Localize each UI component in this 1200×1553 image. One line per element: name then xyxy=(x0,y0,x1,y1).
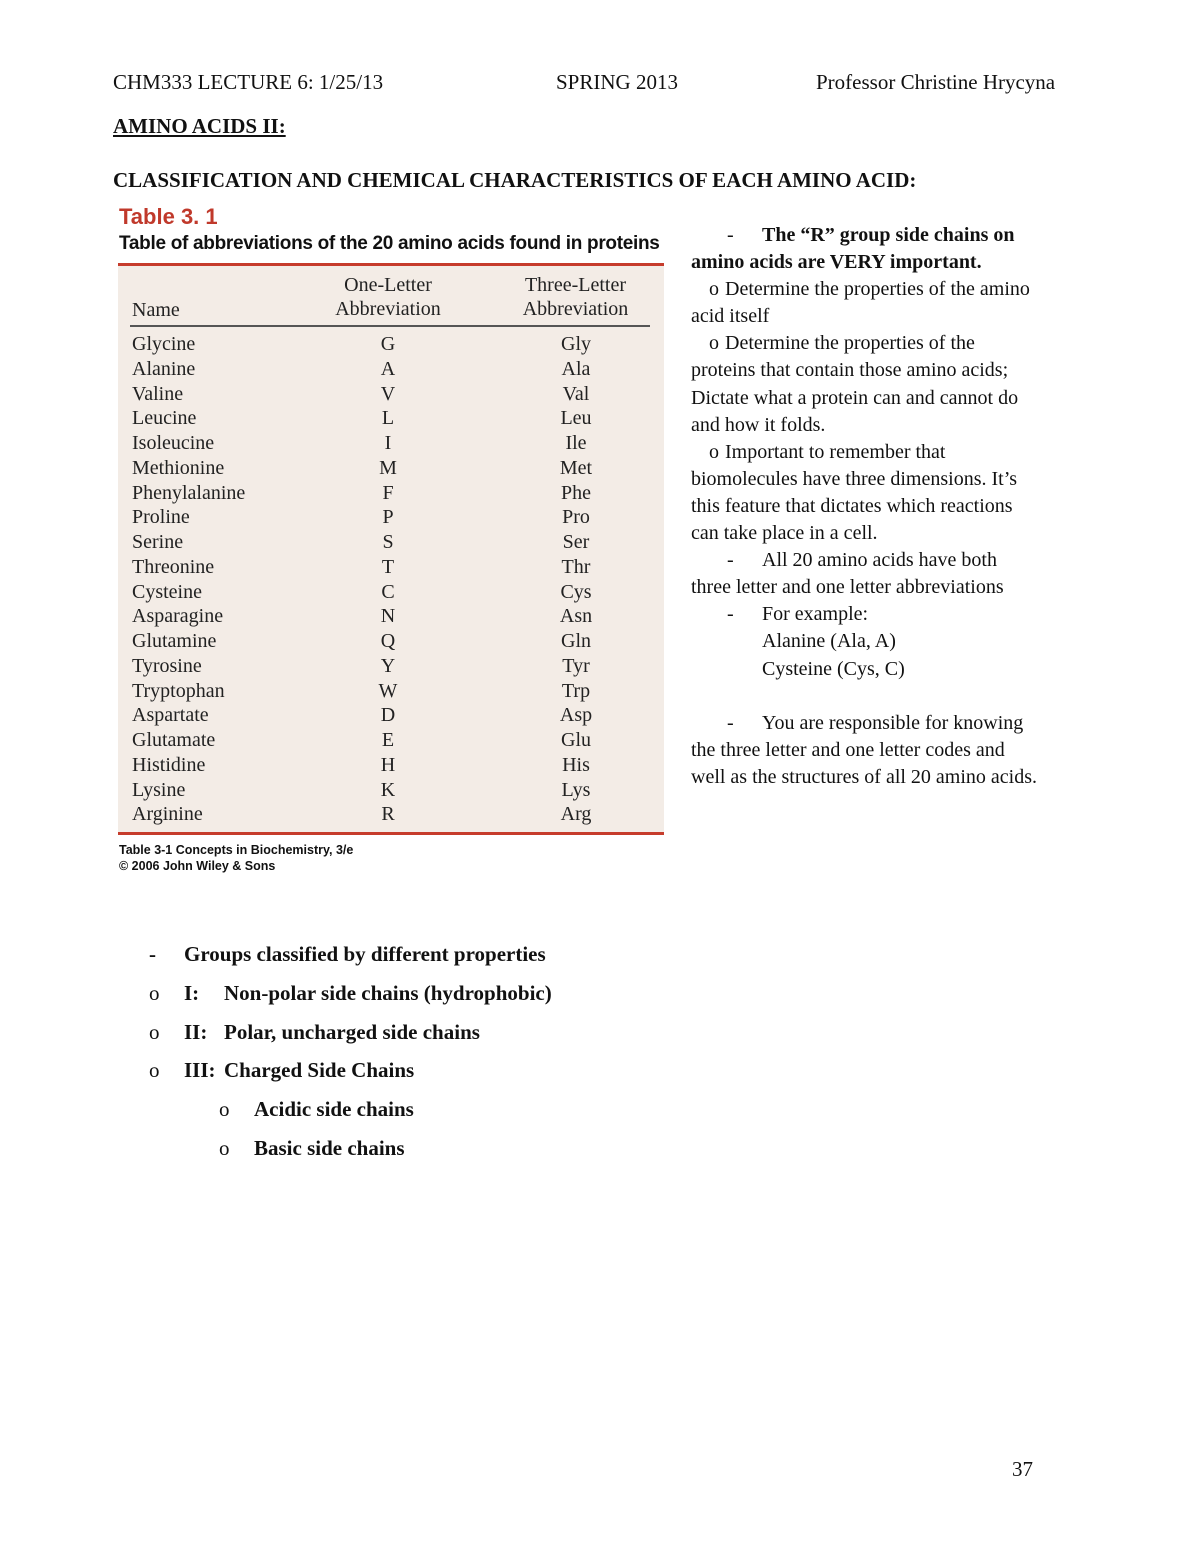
note-dash: - xyxy=(727,549,734,572)
table-row xyxy=(118,629,664,654)
note-point-1-text: Determine the properties of the amino acid itself xyxy=(691,278,1030,328)
cell-three-letter: Leu xyxy=(560,407,592,430)
group-2-number: II: xyxy=(184,1019,208,1044)
note-bullet: o xyxy=(709,332,719,355)
cell-one-letter: H xyxy=(380,753,396,776)
cell-name: Methionine xyxy=(132,456,225,479)
column-header-three-line1: Three-Letter xyxy=(524,274,627,296)
group-3a-text: Acidic side chains xyxy=(254,1097,414,1122)
table-row xyxy=(118,456,664,481)
cell-three-letter: Phe xyxy=(561,481,591,504)
table-caption: Table of abbreviations of the 20 amino acids found in proteins xyxy=(119,233,660,254)
table-row xyxy=(118,802,664,827)
cell-three-letter: Thr xyxy=(561,555,591,578)
cell-name: Histidine xyxy=(132,753,206,776)
cell-name: Glutamine xyxy=(132,630,217,652)
table-row xyxy=(118,778,664,803)
cell-one-letter: K xyxy=(380,778,396,801)
table-row xyxy=(118,406,664,431)
column-header-three-letter xyxy=(508,273,643,321)
table-row xyxy=(118,654,664,679)
column-header-one-line2: Abbreviation xyxy=(335,298,441,320)
table-row xyxy=(118,382,664,407)
cell-three-letter: Tyr xyxy=(562,654,590,677)
cell-three-letter: Ser xyxy=(562,531,590,553)
cell-one-letter: I xyxy=(384,432,392,454)
cell-one-letter: S xyxy=(382,531,394,553)
table-row xyxy=(118,703,664,728)
cell-name: Arginine xyxy=(132,803,203,826)
cell-one-letter: L xyxy=(381,407,395,430)
cell-name: Isoleucine xyxy=(132,432,215,454)
cell-three-letter: Gly xyxy=(561,333,591,355)
cell-three-letter: Ile xyxy=(565,432,587,454)
groups-dash: - xyxy=(149,942,156,966)
cell-name: Tryptophan xyxy=(132,679,225,702)
cell-one-letter: G xyxy=(380,333,396,355)
page-number: 37 xyxy=(1012,1457,1033,1481)
cell-one-letter: D xyxy=(380,704,396,727)
group-3-text: Charged Side Chains xyxy=(224,1058,415,1083)
note-bullet: o xyxy=(709,440,719,463)
note-spacer xyxy=(691,683,1041,710)
note-point-3-text: Important to remember that biomolecules have three dimensions. It’s this feature that dictates which reactions can take place in a cell. xyxy=(691,440,1018,545)
cell-one-letter: R xyxy=(381,803,395,826)
cell-name: Lysine xyxy=(132,778,186,801)
note-point-2-text: Determine the properties of the proteins that contain those amino acids; Dictate what a protein can and cannot do and how it folds. xyxy=(691,332,1019,436)
groups-heading-text: Groups classified by different properties xyxy=(184,942,546,966)
cell-one-letter: A xyxy=(380,357,396,380)
cell-three-letter: Trp xyxy=(561,679,591,702)
cell-one-letter: E xyxy=(381,729,395,751)
cell-name: Phenylalanine xyxy=(132,481,246,504)
table-row xyxy=(118,505,664,530)
table-row xyxy=(118,357,664,382)
table-row xyxy=(118,728,664,753)
table-row xyxy=(118,481,664,506)
note-intro xyxy=(691,222,1041,276)
cell-three-letter: His xyxy=(562,753,590,776)
cell-name: Alanine xyxy=(132,357,196,380)
header-course: CHM333 LECTURE 6: 1/25/13 xyxy=(113,70,384,94)
cell-name: Glutamate xyxy=(132,729,216,751)
table-source xyxy=(119,842,353,874)
note-abbrev-text: All 20 amino acids have both three letter and one letter abbreviations xyxy=(691,549,1004,599)
column-header-one-line1: One-Letter xyxy=(344,274,432,296)
cell-name: Serine xyxy=(132,531,184,553)
group-bullet: o xyxy=(219,1135,230,1160)
table-source-line1: Table 3-1 Concepts in Biochemistry, 3/e xyxy=(119,843,354,857)
group-1-text: Non-polar side chains (hydrophobic) xyxy=(224,980,552,1005)
note-point-1 xyxy=(691,276,1041,330)
group-bullet: o xyxy=(149,980,160,1005)
group-bullet: o xyxy=(149,1058,160,1083)
header-divider xyxy=(130,325,650,327)
cell-one-letter: N xyxy=(380,605,396,628)
table-row xyxy=(118,555,664,580)
cell-three-letter: Ala xyxy=(561,357,591,380)
cell-name: Threonine xyxy=(132,555,215,578)
group-3b-text: Basic side chains xyxy=(254,1135,405,1160)
cell-one-letter: V xyxy=(380,382,396,405)
note-example-label-text: For example: xyxy=(762,603,869,626)
table-row xyxy=(118,580,664,605)
cell-one-letter: Q xyxy=(380,630,396,652)
column-header-name: Name xyxy=(132,299,180,321)
column-header-one-letter xyxy=(318,273,458,321)
header-term: SPRING 2013 xyxy=(556,70,678,94)
cell-name: Leucine xyxy=(132,407,197,430)
note-abbrev xyxy=(691,547,1041,601)
cell-one-letter: Y xyxy=(380,654,396,677)
note-responsible xyxy=(691,710,1041,791)
note-example-2: Cysteine (Cys, C) xyxy=(762,657,905,680)
cell-one-letter: P xyxy=(382,506,394,529)
section-title: AMINO ACIDS II: xyxy=(113,114,286,138)
note-dash: - xyxy=(727,603,734,626)
cell-three-letter: Arg xyxy=(560,803,592,826)
note-dash: - xyxy=(727,224,734,246)
cell-three-letter: Asp xyxy=(559,704,593,727)
cell-name: Valine xyxy=(132,382,184,405)
table-label: Table 3. 1 xyxy=(119,204,218,229)
note-intro-text: The “R” group side chains on amino acids are VERY important. xyxy=(691,224,1015,274)
note-point-3 xyxy=(691,439,1041,547)
notes-column xyxy=(691,222,1041,791)
note-point-2 xyxy=(691,330,1041,438)
column-header-three-line2: Abbreviation xyxy=(522,298,629,320)
cell-name: Glycine xyxy=(132,333,196,355)
cell-one-letter: W xyxy=(378,679,398,702)
cell-name: Aspartate xyxy=(132,704,209,727)
note-example-1: Alanine (Ala, A) xyxy=(762,630,896,653)
group-1-number: I: xyxy=(184,980,200,1005)
table-row xyxy=(118,604,664,629)
cell-one-letter: M xyxy=(379,456,397,479)
cell-one-letter: F xyxy=(382,481,394,504)
table-row xyxy=(118,753,664,778)
group-2-text: Polar, uncharged side chains xyxy=(224,1019,480,1044)
group-bullet: o xyxy=(219,1097,230,1122)
cell-name: Proline xyxy=(132,506,190,529)
table-row xyxy=(118,431,664,456)
cell-three-letter: Cys xyxy=(560,580,592,603)
cell-name: Tyrosine xyxy=(132,654,202,677)
cell-name: Cysteine xyxy=(132,580,202,603)
amino-acid-table xyxy=(118,263,664,835)
cell-three-letter: Asn xyxy=(559,605,593,628)
table-row xyxy=(118,679,664,704)
table-row xyxy=(118,332,664,357)
cell-three-letter: Gln xyxy=(561,630,591,652)
table-source-line2: © 2006 John Wiley & Sons xyxy=(119,859,276,873)
cell-one-letter: T xyxy=(381,555,395,578)
subtitle: CLASSIFICATION AND CHEMICAL CHARACTERISTICS OF EACH AMINO ACID: xyxy=(113,168,917,192)
cell-name: Asparagine xyxy=(132,605,224,628)
cell-one-letter: C xyxy=(381,580,395,603)
table-body xyxy=(118,332,664,827)
cell-three-letter: Val xyxy=(562,382,590,405)
header-professor: Professor Christine Hrycyna xyxy=(816,70,1056,94)
note-example-label xyxy=(691,601,1041,628)
group-3-number: III: xyxy=(184,1058,216,1083)
note-dash: - xyxy=(727,711,734,734)
table-row xyxy=(118,530,664,555)
cell-three-letter: Glu xyxy=(561,729,591,751)
note-responsible-text: You are responsible for knowing the three letter and one letter codes and well as the structures of all 20 amino acids. xyxy=(691,711,1038,788)
cell-three-letter: Pro xyxy=(562,506,590,529)
note-bullet: o xyxy=(709,278,719,301)
cell-three-letter: Lys xyxy=(561,778,591,801)
cell-three-letter: Met xyxy=(559,456,593,479)
group-bullet: o xyxy=(149,1019,160,1044)
